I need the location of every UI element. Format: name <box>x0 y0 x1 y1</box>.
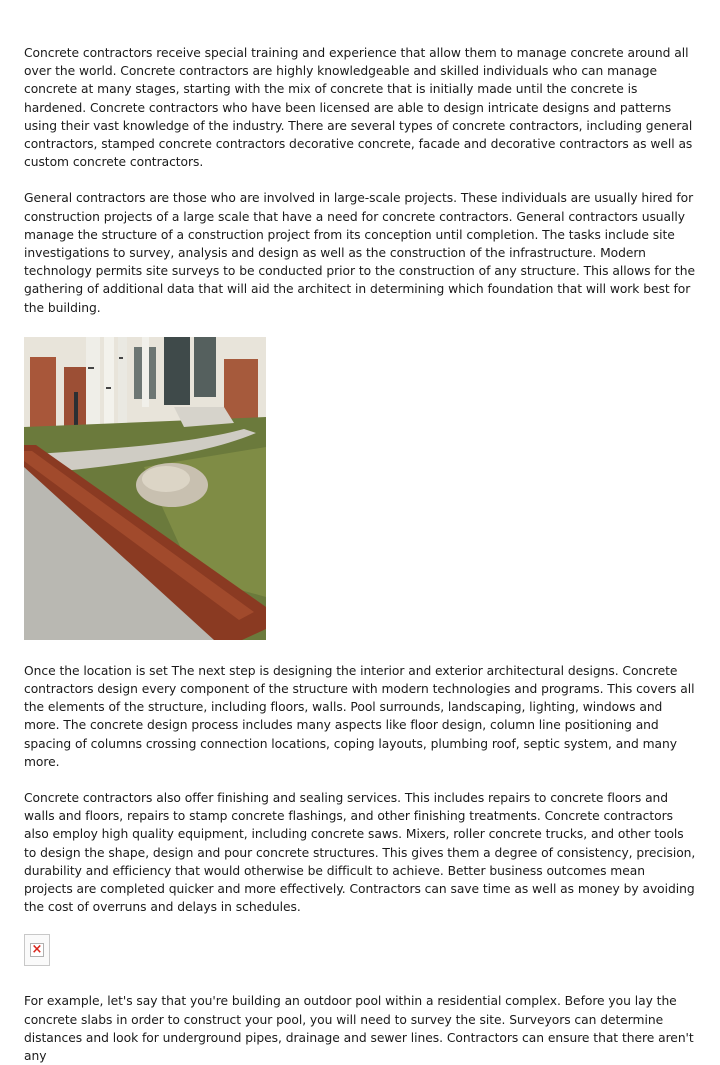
paragraph-3: Once the location is set The next step is designing the interior and exterior architectural designs. Concrete contractors design every component of the structure with modern technologies and programs. This covers all the elements of the structure, including floors, walls. Pool surrounds, landscaping, lighting, windows and more. The concrete design process includes many aspects like floor design, column line positioning and spacing of columns crossing connection locations, coping layouts, plumbing roof, septic system, and many more. <box>24 663 695 769</box>
broken-image-icon: × <box>24 934 50 966</box>
paragraph-5: For example, let's say that you're building an outdoor pool within a residential complex. Before you lay the concrete slabs in order to construct your pool, you will need to survey the site. Surveyors can determine distances and look for underground pipes, drainage and sewer lines. Contractors can ensure that there aren't any <box>24 994 694 1064</box>
paragraph-2: General contractors are those who are involved in large-scale projects. These individuals are usually hired for construction projects of a large scale that have a need for concrete contractors. General contractors usually manage the structure of a construction project from its conception until completion. The tasks include site investigations to survey, analysis and design as well as the construction of the infrastructure. Modern technology permits site surveys to be conducted prior to the construction of any structure. This allows for the gathering of additional data that will aid the architect in determining which foundation that will work best for the building. <box>24 191 695 315</box>
paragraph-4: Concrete contractors also offer finishing and sealing services. This includes repairs to concrete floors and walls and floors, repairs to stamp concrete flashings, and other finishing treatments. Concrete contractors also employ high quality equipment, including concrete saws. Mixers, roller concrete trucks, and other tools to design the shape, design and pour concrete structures. This gives them a degree of consistency, precision, durability and efficiency that would otherwise be difficult to achieve. Better business outcomes mean projects are completed quicker and more effectively. Contractors can save time as well as money by avoiding the cost of overruns and delays in schedules. <box>24 791 696 915</box>
article <box>24 44 696 1065</box>
paragraph-1: Concrete contractors receive special training and experience that allow them to manage concrete around all over the world. Concrete contractors are highly knowledgeable and skilled individuals who can manage concrete at many stages, starting with the mix of concrete that is initially made until the concrete is hardened. Concrete contractors who have been licensed are able to design intricate designs and patterns using their vast knowledge of the industry. There are several types of concrete contractors, including general contractors, stamped concrete contractors decorative concrete, facade and decorative contractors as well as custom concrete contractors. <box>24 46 693 170</box>
house-walkway-photo <box>24 337 266 640</box>
